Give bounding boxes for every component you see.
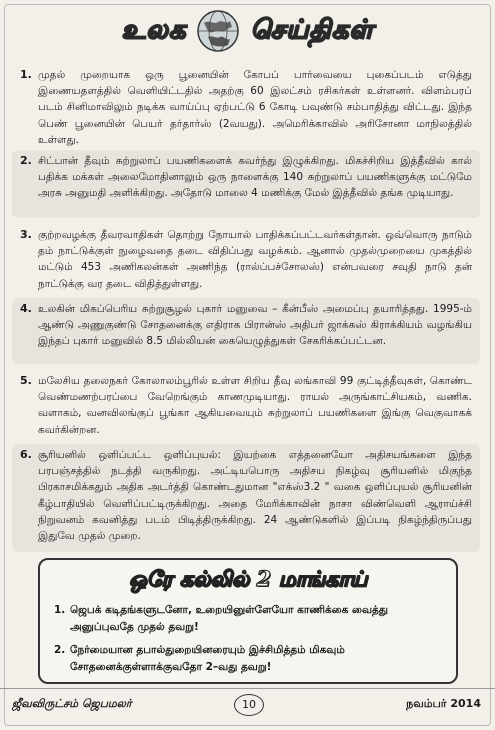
issue-date: நவம்பர் 2014 [406,697,481,710]
news-number: 5. [20,374,32,387]
news-text: முதல் முறையாக ஒரு பூனையின் கோபப் பார்வையை புகைப்படம் எடுத்து இணையதளத்தில் வெளியிட்டதில் அதற்கு 60 இலட்சம் ரசிகர்கள் உள்ளனர். விளம்பரப் படம் சினிமாவிலும் நடிக்க வாய்ப்பு ஏற்பட்டு 6 கோடி பவுண்டு சம்பாதித்து விட்டது. இந்த பெண் பூனையின் பெயர் தர்தார்ஸ் (2வயது). அமெரிக்காவில் அரிசோனா மாநிலத்தில் உள்ளது. [38,69,472,146]
page-header [0,0,495,62]
news-item-1 [12,64,480,144]
tip-item-2 [54,642,446,675]
news-number: 3. [20,228,32,241]
news-item-5 [12,370,480,438]
tip-number: 1. [54,604,66,616]
header-title-word1: உலக [121,14,187,45]
news-number: 2. [20,154,32,167]
page-footer [0,688,495,719]
news-text: சிட்பான் தீவும் சுற்றுலாப் பயணிகளைக் கவர்ந்து இழுக்கிறது. மிகச்சிறிய இத்தீவில் கால் பதிக்க மக்கள் அலைமோதினாலும் ஒரு நாளைக்கு 140 சுற்றுலாப் பயணிகளுக்கு மட்டுமே அரசு அனுமதி அளிக்கிறது. அதோடு மாலை 4 மணிக்கு மேல் இத்தீவில் தங்க முடியாது. [38,155,472,200]
tip-box [38,558,458,684]
globe-icon [196,9,240,53]
tip-box-title: ஒரே கல்லில் 2 மாங்காய் [128,566,368,591]
news-text: குற்றவழக்கு தீவரவாதிகள் தொற்று நோயால் பாதிக்கப்பட்டவர்கள்தான். ஒவ்வொரு நாடும் தம் நாட்டுக்குள் நுழைவதை தடை விதிப்பது வழக்கம். ஆனால் முதல்முறையை முகத்தில் மட்டும் 453 அணிகலன்கள் அணிந்த (ரால்ப்பச்சோலஸ்) என்பவரை சவுதி நாடு தன் நாட்டுக்கு வர தடை விதித்துள்ளது. [38,229,472,290]
tip-number: 2. [54,644,66,656]
magazine-name: ஜீவவிருட்சம் ஜெபமலர் [12,697,132,710]
page-number: 10 [234,694,264,716]
news-item-4 [12,298,480,364]
tip-text: நேர்மையான தபால்துறையினரையும் இச்சிமித்தம் மிகவும் சோதனைக்குள்ளாக்குவதோ 2–வது தவறு! [70,644,345,673]
news-number: 1. [20,68,32,81]
news-text: உலகின் மிகப்பெரிய சுற்றுசூழல் புகார் மனுவை – கீன்பீஸ் அமைப்பு தயாரித்தது. 1995-ம் ஆண்டு அணுகுண்டு சோதனைக்கு எதிராக பிரான்ஸ் அதிபர் ஜாக்கஸ் கிராக்கியம் வழங்கிய இந்தப் புகார் மனுவில் 8.5 மில்லியன் கையெழுத்துகள் சேகரிக்கப்பட்டன. [38,303,472,348]
header-title-word2: செய்திகள் [250,14,374,45]
news-item-6 [12,444,480,552]
news-item-3 [12,224,480,292]
tip-text: ஜெபக் கடிதங்களுடனோ, உறையினுள்ளேயோ காணிக்கை வைத்து அனுப்புவதே முதல் தவறு! [70,604,388,633]
tip-item-1 [54,602,446,635]
news-number: 4. [20,302,32,315]
news-text: மலேசிய தலைநகர் கோலாலம்பூரில் உள்ள சிறிய தீவு லங்காவி 99 குட்டித்தீவுகள், கொண்ட வெண்மணற்பரப்பை வேறெங்கும் காணமுடியாது. ராயல் அருங்காட்சியகம், வணிக. வளாகம், வனவிலங்குப் பூங்கா ஆகியவையும் சுற்றுலாப் பயணிகளை இங்கு வெகுவாகக் கவர்கின்றன. [38,375,472,436]
news-text: சூரியனில் ஒளிப்பட்ட ஒளிப்புயல்: இயற்கை எத்தனையோ அதிசயங்களை இந்த பரபஞ்சத்தில் நடத்தி வருகிறது. அட்டியபொரு அதிசய நிகழ்வு சூரியனில் மிகுந்த பிரகாசமிக்கதும் அதிக அடர்த்தி கொண்டதுமான "எக்ஸ்3.2 " வகை ஒளிப்புயல் சூரியனின் கீழ்பாதியில் வெளிப்பட்டிருக்கிறது. அதை மேரிக்காவின் நாசா விண்வெளி ஆராய்ச்சி நிறுவனம் கவனித்து படம் பிடித்திருக்கிறது. 24 ஆண்டுகளில் இப்படி நிகழ்ந்திருப்பது இதுவே முதல் முறை. [38,449,472,543]
news-number: 6. [20,448,32,461]
news-item-2 [12,150,480,218]
